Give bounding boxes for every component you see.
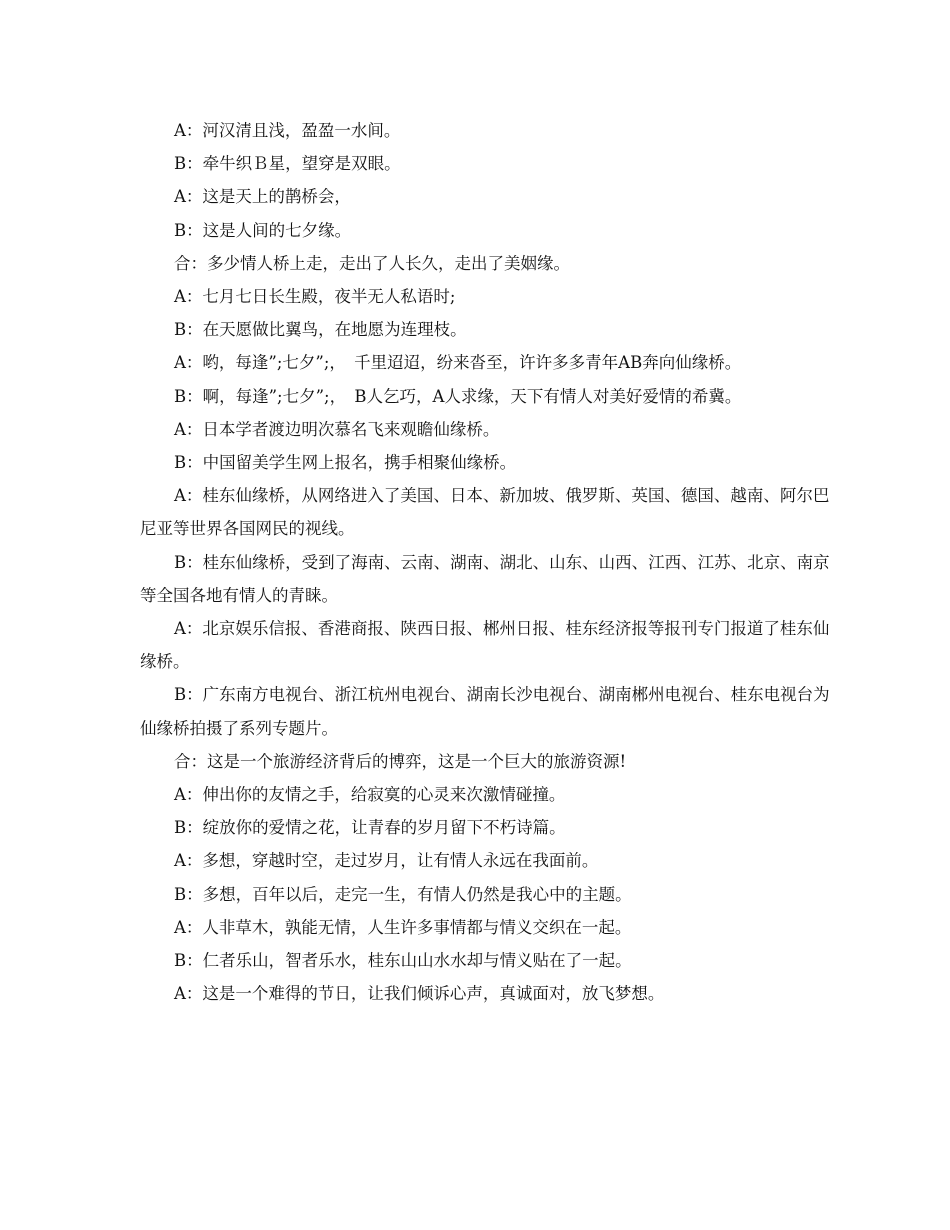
paragraph: A：桂东仙缘桥，从网络进入了美国、日本、新加坡、俄罗斯、英国、德国、越南、阿尔巴尼亚等世界各国网民的视线。: [140, 486, 830, 539]
paragraph: B：这是人间的七夕缘。: [174, 220, 352, 240]
paragraph: B：多想，百年以后，走完一生，有情人仍然是我心中的主题。: [174, 884, 632, 904]
paragraph: B：仁者乐山，智者乐水，桂东山山水水却与情义贴在了一起。: [174, 951, 632, 971]
paragraph: B：中国留美学生网上报名，携手相聚仙缘桥。: [174, 453, 517, 473]
paragraph: A：哟，每逢”;七夕”;， 千里迢迢，纷来沓至，许许多多青年AB奔向仙缘桥。: [174, 353, 742, 373]
paragraph: A：日本学者渡边明次慕名飞来观瞻仙缘桥。: [174, 419, 500, 439]
paragraph: A：北京娱乐信报、香港商报、陕西日报、郴州日报、桂东经济报等报刊专门报道了桂东仙缘桥。: [140, 619, 830, 672]
paragraph: B：牵牛织Ｂ星，望穿是双眼。: [174, 154, 401, 174]
paragraph: B：广东南方电视台、浙江杭州电视台、湖南长沙电视台、湖南郴州电视台、桂东电视台为仙缘桥拍摄了系列专题片。: [140, 685, 830, 738]
paragraph: A：人非草木，孰能无情，人生许多事情都与情义交织在一起。: [174, 917, 632, 937]
paragraph: B：啊，每逢”;七夕”;， B人乞巧，A人求缘，天下有情人对美好爱情的希冀。: [174, 386, 742, 406]
paragraph: B：桂东仙缘桥，受到了海南、云南、湖南、湖北、山东、山西、江西、江苏、北京、南京等全国各地有情人的青睐。: [140, 552, 830, 605]
paragraph: A：七月七日长生殿，夜半无人私语时;: [174, 287, 456, 307]
document-body: [140, 114, 830, 1010]
paragraph: 合：多少情人桥上走，走出了人长久，走出了美姻缘。: [174, 253, 570, 273]
paragraph: B：绽放你的爱情之花，让青春的岁月留下不朽诗篇。: [174, 818, 566, 838]
paragraph: B：在天愿做比翼鸟，在地愿为连理枝。: [174, 320, 467, 340]
paragraph: A：多想，穿越时空，走过岁月，让有情人永远在我面前。: [174, 851, 599, 871]
paragraph: 合：这是一个旅游经济背后的博弈，这是一个巨大的旅游资源!: [174, 751, 627, 771]
paragraph: A：河汉清且浅，盈盈一水间。: [174, 121, 401, 140]
paragraph: A：这是天上的鹊桥会，: [174, 187, 351, 207]
paragraph: A：这是一个难得的节日，让我们倾诉心声，真诚面对，放飞梦想。: [174, 984, 665, 1004]
paragraph: A：伸出你的友情之手，给寂寞的心灵来次激情碰撞。: [174, 785, 566, 805]
